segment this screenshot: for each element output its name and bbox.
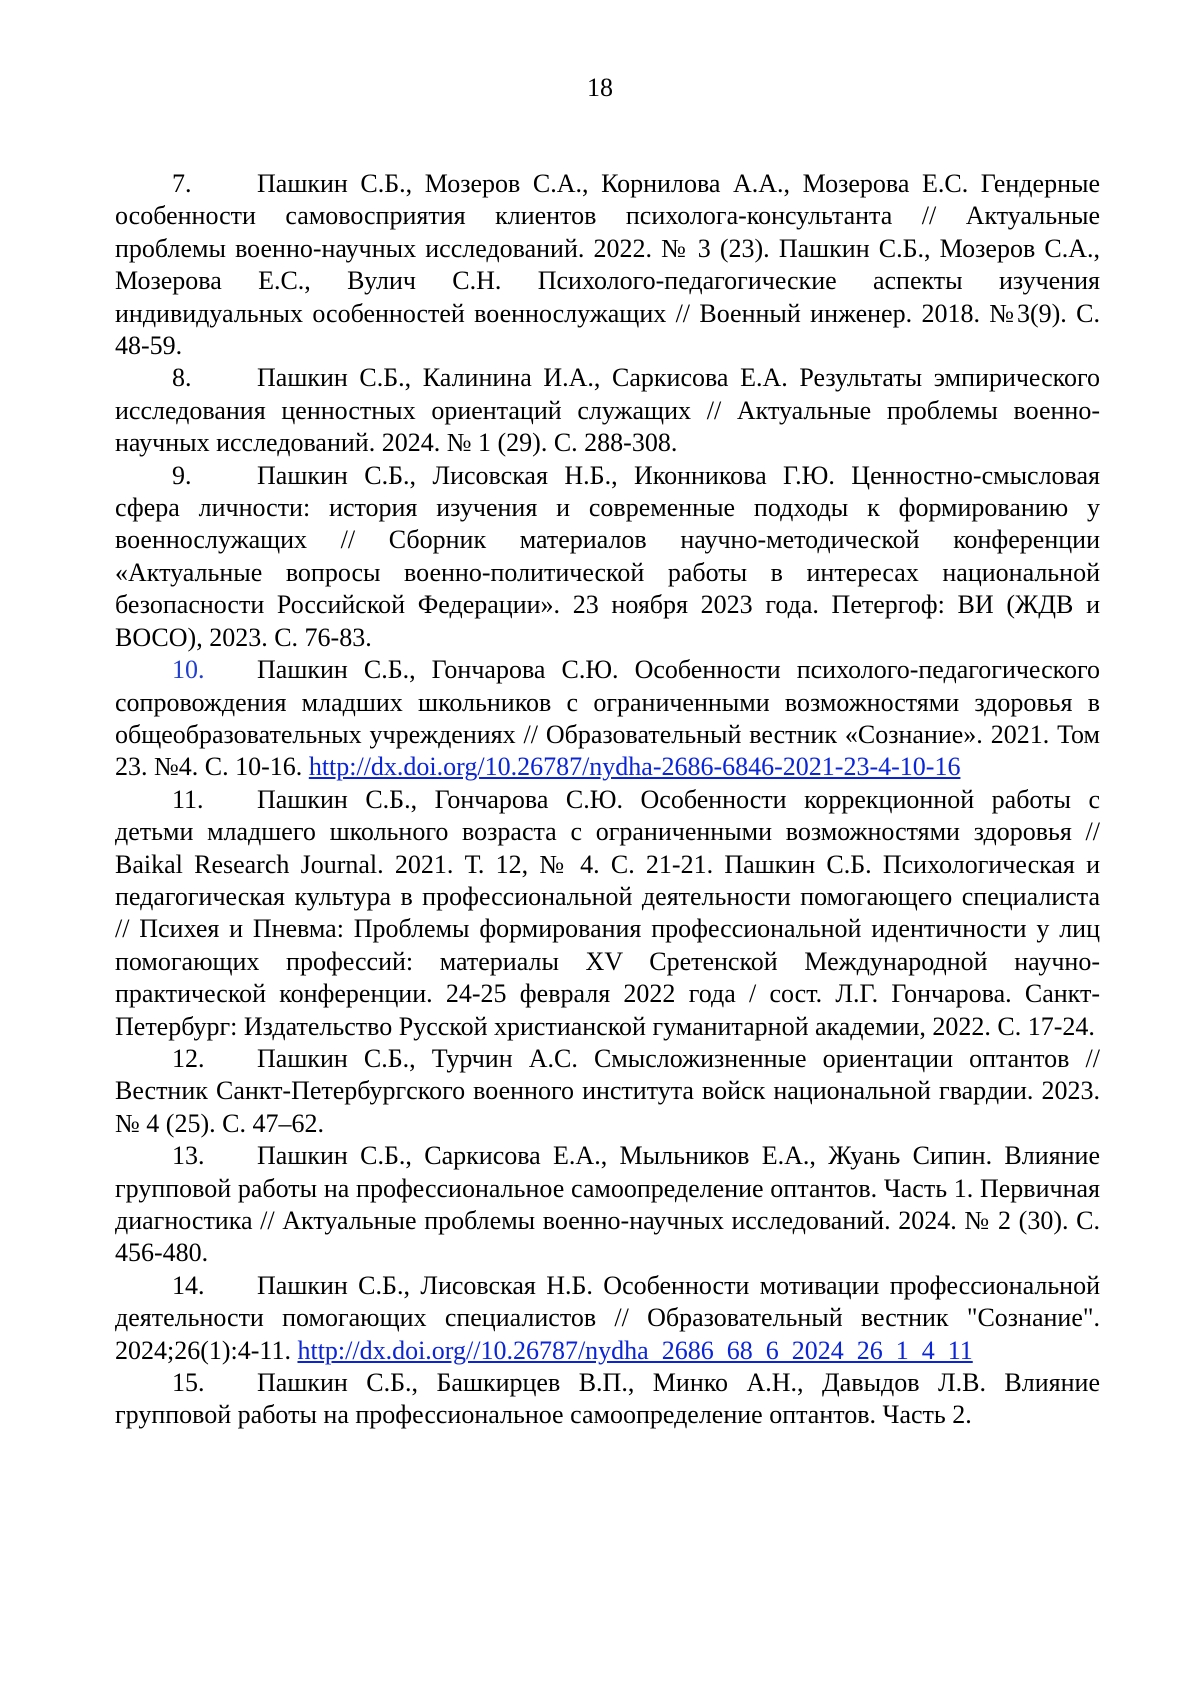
reference-number: 15. — [172, 1368, 205, 1398]
reference-doi-link[interactable]: http://dx.doi.org//10.26787/nydha_2686_68_6_2024_26_1_4_11 — [297, 1335, 973, 1365]
reference-text: Пашкин С.Б., Лисовская Н.Б., Иконникова Г.Ю. Ценностно-смысловая сфера личности: история изучения и современные подходы к формированию у военнослужащих // Сборник материалов научно-методической конференции «Актуальные вопросы военно-политической работы в интересах национальной безопасности Российской Федерации». 23 ноября 2023 года. Петергоф: ВИ (ЖДВ и ВОСО), 2023. С. 76-83. — [115, 460, 1100, 652]
reference-number: 8. — [172, 363, 192, 393]
reference-number: 11. — [172, 784, 204, 814]
reference-number: 10. — [172, 655, 205, 685]
reference-item — [115, 460, 1100, 654]
reference-text: Пашкин С.Б., Турчин А.С. Смысложизненные ориентации оптантов // Вестник Санкт-Петербургского военного института войск национальной гвардии. 2023. № 4 (25). С. 47–62. — [115, 1043, 1100, 1138]
reference-list — [115, 168, 1100, 1432]
reference-text: Пашкин С.Б., Мозеров С.А., Корнилова А.А., Мозерова Е.С. Гендерные особенности самовосприятия клиентов психолога-консультанта // Актуальные проблемы военно-научных исследований. 2022. № 3 (23). Пашкин С.Б., Мозеров С.А., Мозерова Е.С., Вулич С.Н. Психолого-педагогические аспекты изучения индивидуальных особенностей военнослужащих // Военный инженер. 2018. №3(9). С. 48-59. — [115, 169, 1100, 361]
reference-item — [115, 1043, 1100, 1140]
reference-item — [115, 1140, 1100, 1270]
reference-item — [115, 1270, 1100, 1367]
reference-text: Пашкин С.Б., Гончарова С.Ю. Особенности коррекционной работы с детьми младшего школьного возраста с ограниченными возможностями здоровья // Baikal Research Journal. 2021. Т. 12, № 4. С. 21-21. Пашкин С.Б. Психологическая и педагогическая культура в профессиональной деятельности помогающего специалиста // Психея и Пневма: Проблемы формирования профессиональной идентичности у лиц помогающих профессий: материалы XV Сретенской Международной научно-практической конференции. 24-25 февраля 2022 года / сост. Л.Г. Гончарова. Санкт-Петербург: Издательство Русской христианской гуманитарной академии, 2022. С. 17-24. — [115, 784, 1100, 1041]
reference-number: 14. — [172, 1270, 205, 1300]
reference-text: Пашкин С.Б., Саркисова Е.А., Мыльников Е.А., Жуань Сипин. Влияние групповой работы на профессиональное самоопределение оптантов. Часть 1. Первичная диагностика // Актуальные проблемы военно-научных исследований. 2024. № 2 (30). С. 456-480. — [115, 1141, 1100, 1268]
reference-number: 12. — [172, 1043, 205, 1073]
page-number: 18 — [587, 73, 613, 102]
reference-text: Пашкин С.Б., Гончарова С.Ю. Особенности психолого-педагогического сопровождения младших школьников с ограниченными возможностями здоровья в общеобразовательных учреждениях // Образовательный вестник «Сознание». 2021. Том 23. №4. С. 10-16. — [115, 655, 1100, 782]
reference-item — [115, 784, 1100, 1043]
reference-text: Пашкин С.Б., Калинина И.А., Саркисова Е.А. Результаты эмпирического исследования ценностных ориентаций служащих // Актуальные проблемы военно-научных исследований. 2024. № 1 (29). С. 288-308. — [115, 363, 1100, 458]
reference-item — [115, 1367, 1100, 1432]
reference-number: 7. — [172, 169, 192, 198]
reference-item — [115, 654, 1100, 784]
reference-text: Пашкин С.Б., Лисовская Н.Б. Особенности мотивации профессиональной деятельности помогающих специалистов // Образовательный вестник "Сознание". 2024;26(1):4-11. — [115, 1270, 1100, 1365]
reference-item — [115, 168, 1100, 362]
reference-doi-link[interactable]: http://dx.doi.org/10.26787/nydha-2686-6846-2021-23-4-10-16 — [308, 752, 961, 782]
reference-number: 9. — [172, 460, 192, 490]
reference-text: Пашкин С.Б., Башкирцев В.П., Минко А.Н., Давыдов Л.В. Влияние групповой работы на профессиональное самоопределение оптантов. Часть 2. — [115, 1368, 1100, 1430]
reference-number: 13. — [172, 1141, 205, 1171]
reference-item — [115, 362, 1100, 459]
